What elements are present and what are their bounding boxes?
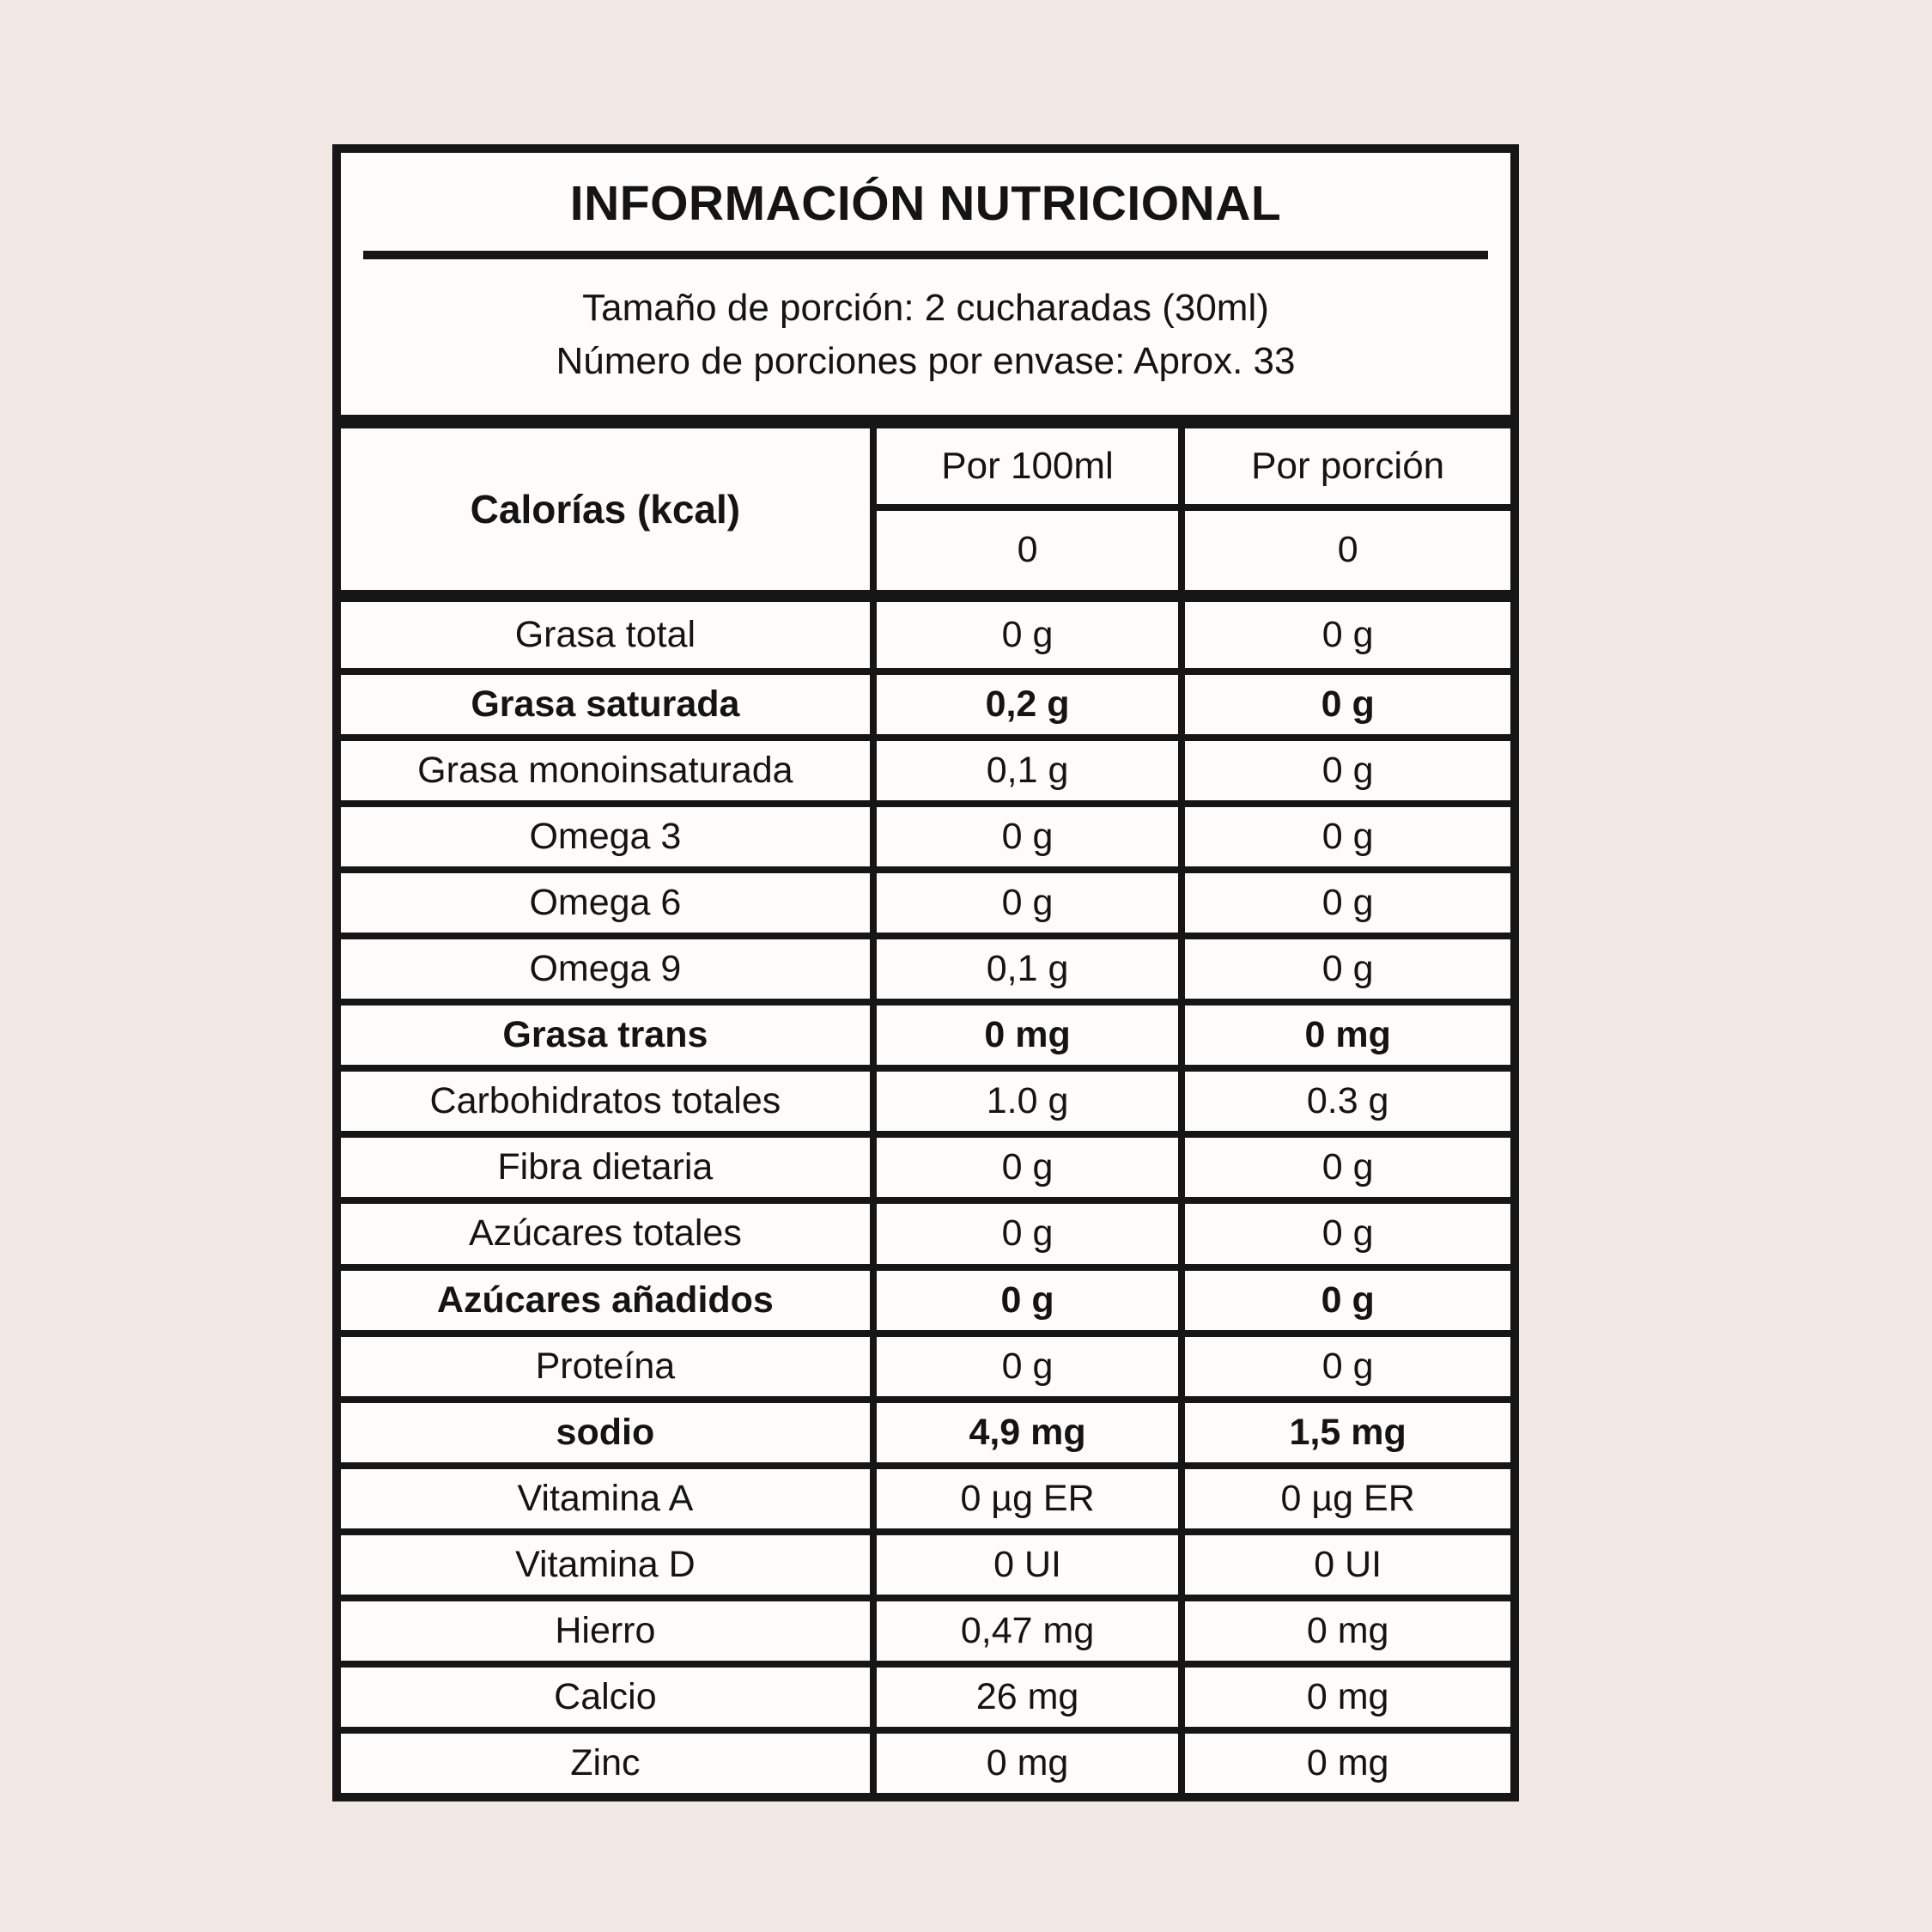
- table-row: [341, 1131, 1510, 1197]
- table-row: [341, 800, 1510, 866]
- nutrient-label: Azúcares totales: [341, 1204, 877, 1263]
- nutrient-label: Calcio: [341, 1668, 877, 1727]
- nutrient-label: sodio: [341, 1403, 877, 1462]
- calories-row-label: Calorías (kcal): [341, 428, 877, 590]
- table-row: [341, 1462, 1510, 1528]
- value-per-portion: 0 mg: [1306, 1675, 1389, 1717]
- table-title-block: [341, 153, 1510, 251]
- table-row: [341, 734, 1510, 800]
- table-row: [341, 1396, 1510, 1462]
- value-per-portion: 0 mg: [1306, 1741, 1389, 1783]
- column-header-per-portion: Por porción: [1185, 428, 1510, 511]
- value-per-100ml: 0 mg: [877, 1005, 1186, 1065]
- calories-value-per-100ml: 0: [877, 511, 1186, 590]
- value-per-portion: 0 UI: [1314, 1543, 1382, 1585]
- value-per-100ml: 0,1 g: [877, 741, 1186, 800]
- value-per-100ml: 26 mg: [877, 1668, 1186, 1727]
- value-per-portion: 0 g: [1321, 1146, 1374, 1188]
- value-per-100ml: 1.0 g: [877, 1072, 1186, 1131]
- table-row: [341, 1595, 1510, 1661]
- value-per-portion: 0 g: [1321, 816, 1374, 858]
- value-per-portion: 0 g: [1321, 750, 1374, 792]
- value-per-100ml: 0 mg: [877, 1734, 1186, 1793]
- value-per-portion: 0 g: [1321, 948, 1374, 990]
- nutrient-label: Grasa monoinsaturada: [341, 741, 877, 800]
- table-row: [341, 602, 1510, 668]
- nutrient-label: Carbohidratos totales: [341, 1072, 877, 1131]
- value-per-portion: 0 g: [1321, 1212, 1374, 1255]
- value-per-portion: 0 µg ER: [1280, 1477, 1415, 1519]
- nutrient-label: Fibra dietaria: [341, 1138, 877, 1197]
- nutrient-label: Omega 6: [341, 873, 877, 933]
- serving-info: [341, 259, 1510, 428]
- table-row: [341, 1065, 1510, 1131]
- table-row: [341, 668, 1510, 734]
- value-per-portion: 0.3 g: [1306, 1080, 1389, 1122]
- table-row: [341, 1264, 1510, 1330]
- calories-value-per-portion: 0: [1337, 529, 1358, 571]
- value-per-100ml: 0,2 g: [877, 675, 1186, 734]
- nutrient-label: Grasa trans: [341, 1005, 877, 1065]
- table-row: [341, 866, 1510, 933]
- nutrient-label: Vitamina D: [341, 1535, 877, 1595]
- nutrient-label: Omega 3: [341, 807, 877, 866]
- value-per-100ml: 0 g: [877, 1204, 1186, 1263]
- nutrient-label: Proteína: [341, 1337, 877, 1396]
- nutrient-label: Azúcares añadidos: [341, 1271, 877, 1330]
- table-row: [341, 1330, 1510, 1396]
- table-row: [341, 1528, 1510, 1595]
- servings-per-container-line: Número de porciones por envase: Aprox. 33: [556, 340, 1296, 383]
- value-per-100ml: 4,9 mg: [877, 1403, 1186, 1462]
- table-row: [341, 933, 1510, 999]
- title-divider-rule: [363, 251, 1488, 259]
- nutrient-label: Grasa saturada: [341, 675, 877, 734]
- nutrient-label: Hierro: [341, 1601, 877, 1661]
- table-row: [341, 999, 1510, 1065]
- value-per-100ml: 0 g: [877, 1337, 1186, 1396]
- value-per-100ml: 0 g: [877, 807, 1186, 866]
- value-per-100ml: 0 g: [877, 1271, 1186, 1330]
- nutrient-label: Omega 9: [341, 939, 877, 999]
- value-per-100ml: 0 g: [877, 1138, 1186, 1197]
- value-per-portion: 1,5 mg: [1289, 1411, 1406, 1453]
- table-row: [341, 1661, 1510, 1727]
- value-per-portion: 0 g: [1321, 1345, 1374, 1387]
- value-per-portion: 0 mg: [1304, 1014, 1391, 1056]
- value-per-100ml: 0 UI: [877, 1535, 1186, 1595]
- value-per-100ml: 0 µg ER: [877, 1469, 1186, 1528]
- value-per-100ml: 0 g: [877, 602, 1186, 668]
- column-header-per-100ml: Por 100ml: [877, 428, 1186, 511]
- nutrient-rows: [341, 602, 1510, 1793]
- nutrition-facts-table: [332, 144, 1519, 1801]
- value-per-portion: 0 g: [1321, 882, 1374, 924]
- table-row: [341, 1197, 1510, 1263]
- value-per-100ml: 0,47 mg: [877, 1601, 1186, 1661]
- value-per-portion: 0 g: [1321, 1279, 1375, 1321]
- table-title: INFORMACIÓN NUTRICIONAL: [569, 176, 1282, 231]
- nutrient-label: Grasa total: [341, 602, 877, 668]
- table-row: [341, 1727, 1510, 1793]
- value-per-100ml: 0 g: [877, 873, 1186, 933]
- nutrient-label: Zinc: [341, 1734, 877, 1793]
- value-per-portion: 0 g: [1321, 613, 1374, 655]
- table-header: [341, 428, 1510, 602]
- serving-size-line: Tamaño de porción: 2 cucharadas (30ml): [582, 287, 1269, 329]
- value-per-portion: 0 mg: [1306, 1609, 1389, 1651]
- nutrient-label: Vitamina A: [341, 1469, 877, 1528]
- value-per-portion: 0 g: [1321, 683, 1375, 726]
- value-per-100ml: 0,1 g: [877, 939, 1186, 999]
